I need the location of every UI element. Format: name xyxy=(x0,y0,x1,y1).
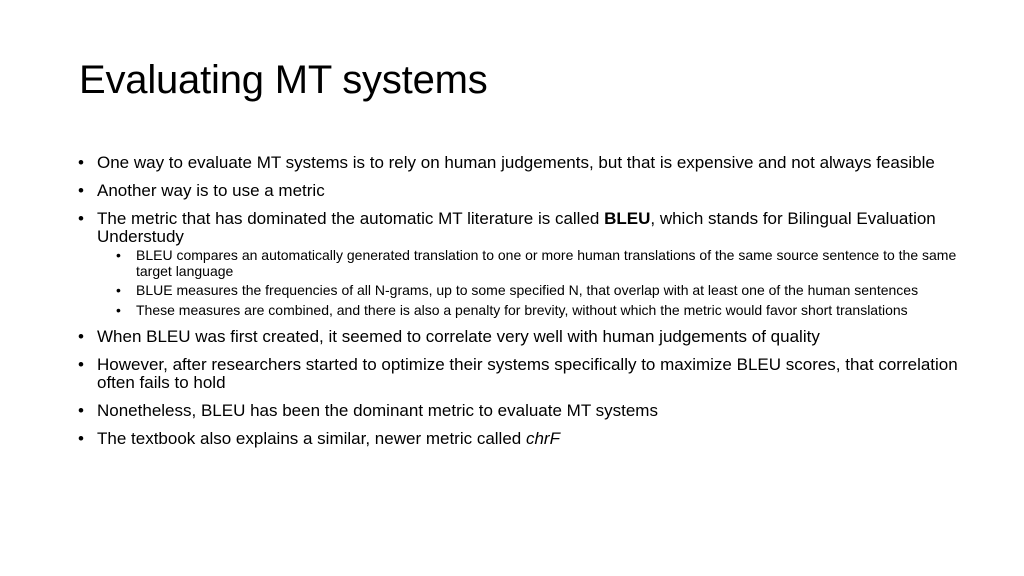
bullet-icon: • xyxy=(78,153,84,172)
bullet-icon: • xyxy=(78,181,84,200)
bullet-item-2 xyxy=(78,182,958,200)
sub-bullet-item-1 xyxy=(78,248,958,279)
bullet-icon: • xyxy=(78,209,84,228)
bullet-item-3 xyxy=(78,210,958,246)
sub-bullet-text-3: These measures are combined, and there is also a penalty for brevity, without which the metric would favor short translations xyxy=(136,301,908,318)
bullet-icon: • xyxy=(116,247,121,263)
bullet-icon: • xyxy=(78,327,84,346)
bullet-item-6 xyxy=(78,402,958,420)
bullet-text-4: When BLEU was first created, it seemed to correlate very well with human judgements of quality xyxy=(97,327,820,346)
bullet-text-5: However, after researchers started to optimize their systems specifically to maximize BLEU scores, that correlation often fails to hold xyxy=(97,355,958,392)
bullet-text-3-post: , which stands for Bilingual Evaluation Understudy xyxy=(97,209,936,246)
bullet-icon: • xyxy=(116,282,121,298)
sub-bullet-text-2: BLUE measures the frequencies of all N-grams, up to some specified N, that overlap with at least one of the human sentences xyxy=(136,282,919,298)
bullet-icon: • xyxy=(78,429,84,448)
sub-bullet-text-1: BLEU compares an automatically generated translation to one or more human translations of the same source sentence to the same target language xyxy=(136,247,957,279)
slide-title: Evaluating MT systems xyxy=(79,58,488,102)
bullet-text-6: Nonetheless, BLEU has been the dominant metric to evaluate MT systems xyxy=(97,401,658,420)
bullet-item-1 xyxy=(78,154,958,172)
bullet-item-5 xyxy=(78,356,958,392)
bullet-list xyxy=(78,154,958,458)
bullet-text-7-pre: The textbook also explains a similar, newer metric called xyxy=(97,429,526,448)
bullet-item-4 xyxy=(78,328,958,346)
bullet-icon: • xyxy=(78,355,84,374)
bullet-text-7-italic: chrF xyxy=(525,429,560,448)
sub-bullet-item-2 xyxy=(78,283,958,299)
sub-bullet-item-3 xyxy=(78,303,958,319)
bullet-text-3-bold: BLEU xyxy=(604,209,651,228)
bullet-icon: • xyxy=(78,401,84,420)
bullet-text-1: One way to evaluate MT systems is to rely on human judgements, but that is expensive and not always feasible xyxy=(97,153,935,172)
bullet-text-2: Another way is to use a metric xyxy=(97,181,325,200)
sub-bullet-list xyxy=(78,248,958,318)
bullet-text-3-pre: The metric that has dominated the automatic MT literature is called xyxy=(97,209,605,228)
bullet-icon: • xyxy=(116,301,121,318)
bullet-item-7 xyxy=(78,430,958,448)
